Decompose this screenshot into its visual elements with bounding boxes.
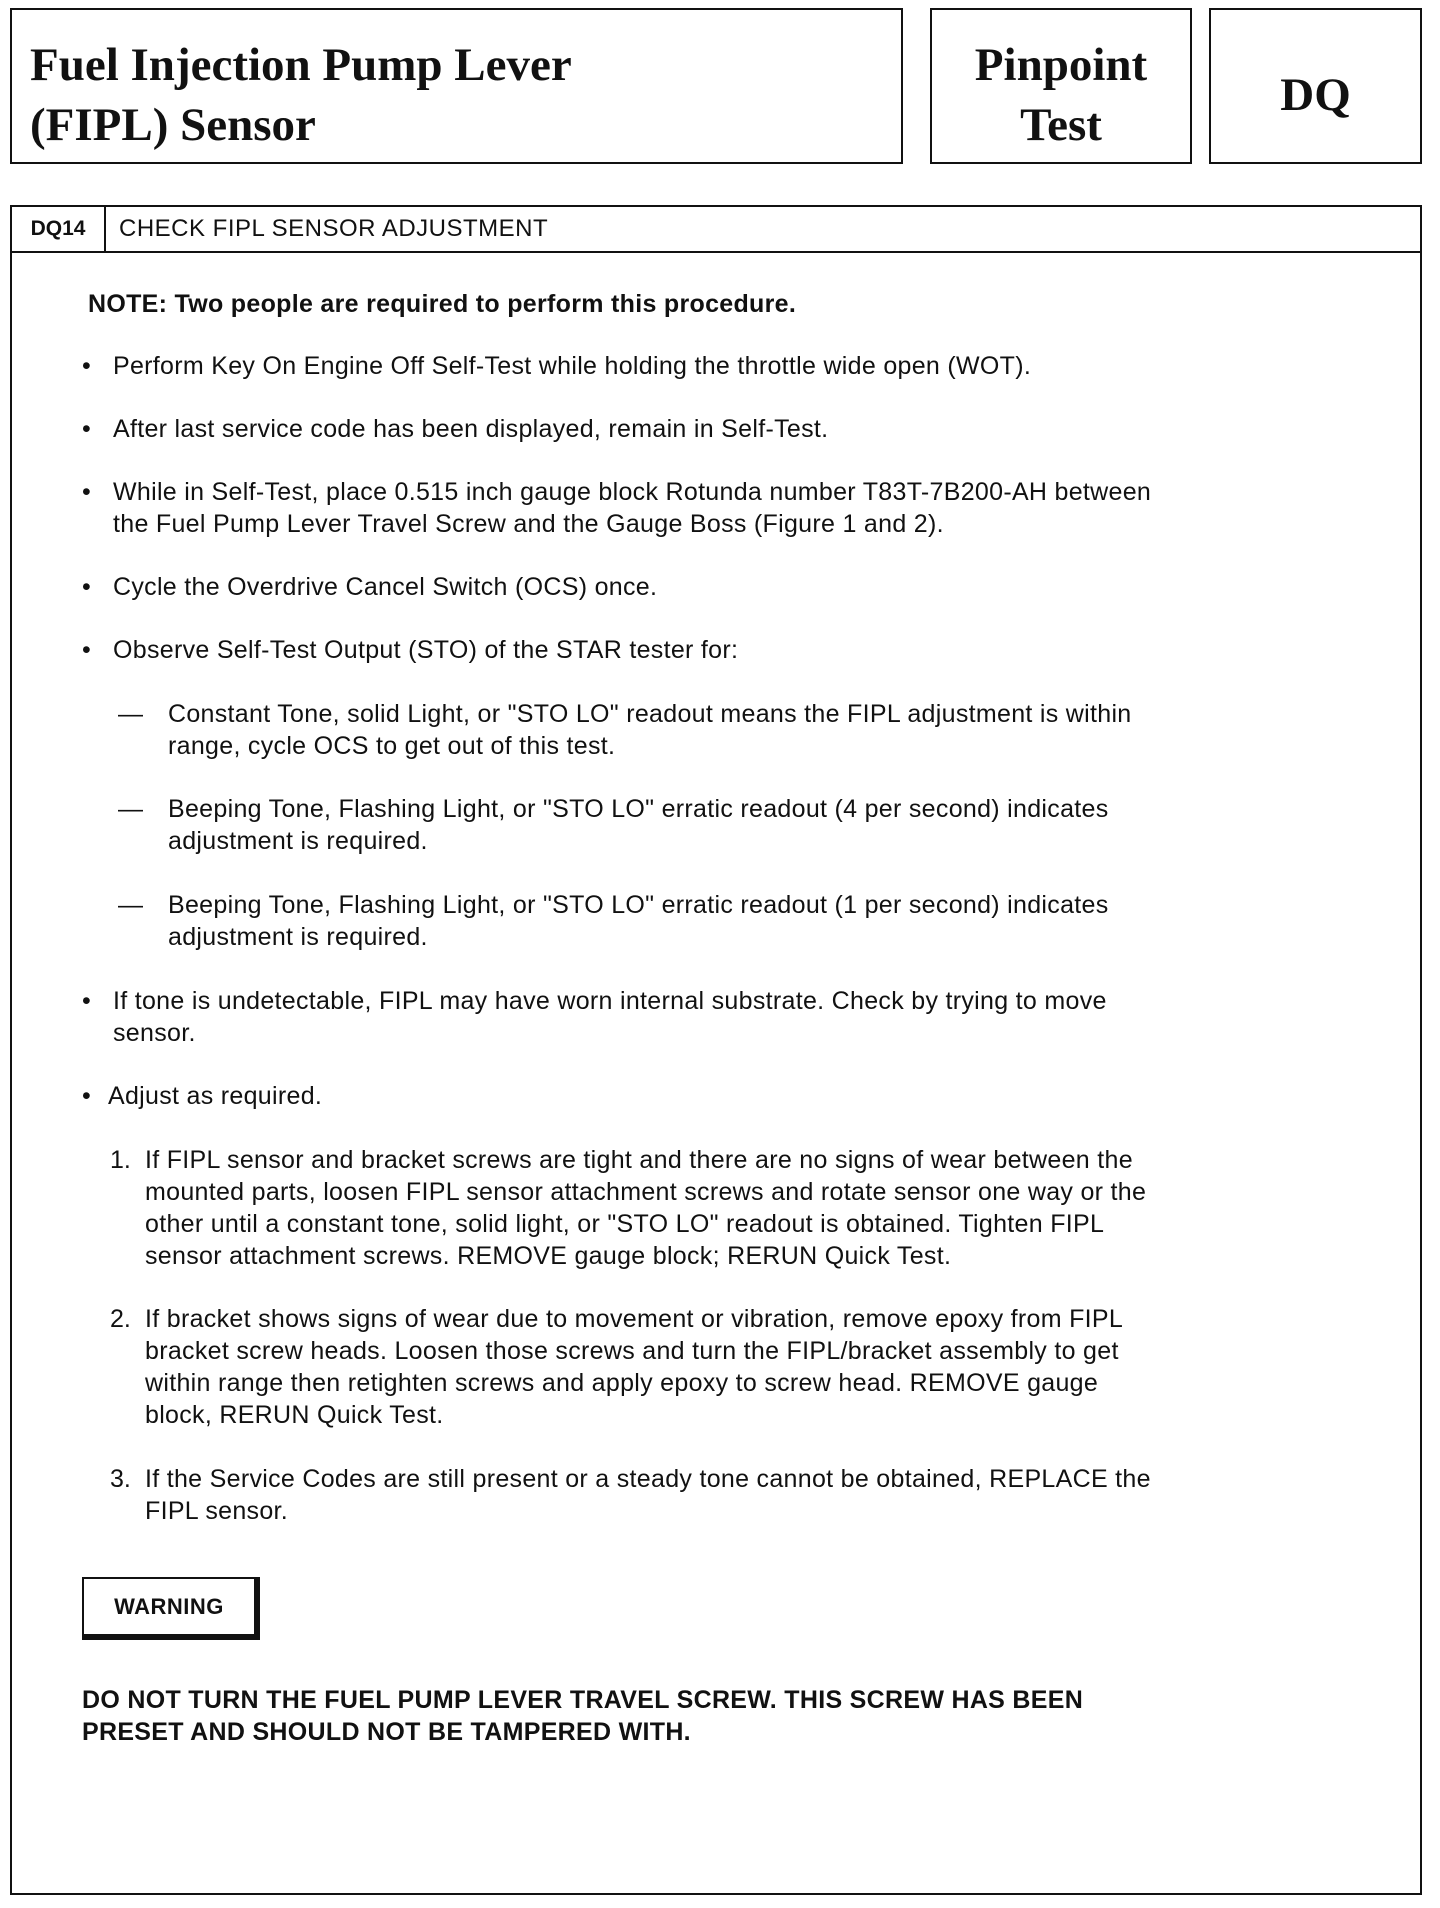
test-code: DQ xyxy=(1280,69,1351,121)
bullet-5-line-1: Observe Self-Test Output (STO) of the STAR tester for: xyxy=(113,636,739,664)
step-1-line-1: If FIPL sensor and bracket screws are tight and there are no signs of wear between the xyxy=(145,1146,1133,1174)
step-2-line-1: If bracket shows signs of wear due to movement or vibration, remove epoxy from FIPL xyxy=(145,1305,1124,1333)
bullet-marker: • xyxy=(82,1082,91,1110)
title-box xyxy=(10,8,903,164)
test-type-label xyxy=(932,35,1190,155)
step-title: CHECK FIPL SENSOR ADJUSTMENT xyxy=(119,215,549,242)
bullet-marker: • xyxy=(82,478,91,506)
step-1-line-3: other until a constant tone, solid light, or "STO LO" readout is obtained. Tighten FIPL xyxy=(145,1210,1105,1238)
step-3-line-2: FIPL sensor. xyxy=(145,1497,289,1525)
warning-label: WARNING xyxy=(82,1577,260,1640)
bullet-marker: • xyxy=(82,636,91,664)
bullet-6-line-1: If tone is undetectable, FIPL may have worn internal substrate. Check by trying to move xyxy=(113,987,1107,1015)
step-number: 2. xyxy=(110,1305,131,1333)
warning-line-1: DO NOT TURN THE FUEL PUMP LEVER TRAVEL SCREW. THIS SCREW HAS BEEN xyxy=(82,1686,1084,1714)
step-number: 3. xyxy=(110,1465,131,1493)
bullet-3-line-2: the Fuel Pump Lever Travel Screw and the Gauge Boss (Figure 1 and 2). xyxy=(113,510,944,538)
step-2-line-4: block, RERUN Quick Test. xyxy=(145,1401,444,1429)
note-text: NOTE: Two people are required to perform this procedure. xyxy=(88,290,797,318)
dash-marker: — xyxy=(118,891,143,919)
warning-line-2: PRESET AND SHOULD NOT BE TAMPERED WITH. xyxy=(82,1718,691,1746)
procedure-box xyxy=(10,205,1422,1895)
bullet-marker: • xyxy=(82,352,91,380)
bullet-marker: • xyxy=(82,987,91,1015)
bullet-6-line-2: sensor. xyxy=(113,1019,196,1047)
sto-result-3-line-2: adjustment is required. xyxy=(168,923,428,951)
bullet-3-line-1: While in Self-Test, place 0.515 inch gauge block Rotunda number T83T-7B200-AH between xyxy=(113,478,1152,506)
title-line-2: (FIPL) Sensor xyxy=(30,99,316,151)
bullet-2-line-1: After last service code has been displayed, remain in Self-Test. xyxy=(113,415,829,443)
bullet-1-line-1: Perform Key On Engine Off Self-Test while holding the throttle wide open (WOT). xyxy=(113,352,1032,380)
step-1-line-4: sensor attachment screws. REMOVE gauge block; RERUN Quick Test. xyxy=(145,1242,952,1270)
sto-result-2-line-1: Beeping Tone, Flashing Light, or "STO LO" erratic readout (4 per second) indicates xyxy=(168,795,1109,823)
sto-result-1-line-1: Constant Tone, solid Light, or "STO LO" readout means the FIPL adjustment is within xyxy=(168,700,1132,728)
bullet-7-line-1: Adjust as required. xyxy=(108,1082,323,1110)
title-line-1: Fuel Injection Pump Lever xyxy=(30,39,572,91)
step-2-line-3: within range then retighten screws and apply epoxy to screw head. REMOVE gauge xyxy=(145,1369,1099,1397)
test-code-box xyxy=(1209,8,1422,164)
test-type-box xyxy=(930,8,1192,164)
step-1-line-2: mounted parts, loosen FIPL sensor attachment screws and rotate sensor one way or the xyxy=(145,1178,1147,1206)
bullet-4-line-1: Cycle the Overdrive Cancel Switch (OCS) once. xyxy=(113,573,658,601)
dash-marker: — xyxy=(118,795,143,823)
test-type-line-2: Test xyxy=(1020,99,1102,151)
sto-result-3-line-1: Beeping Tone, Flashing Light, or "STO LO" erratic readout (1 per second) indicates xyxy=(168,891,1109,919)
step-header xyxy=(12,207,1420,253)
sto-result-1-line-2: range, cycle OCS to get out of this test. xyxy=(168,732,616,760)
bullet-marker: • xyxy=(82,573,91,601)
sto-result-2-line-2: adjustment is required. xyxy=(168,827,428,855)
bullet-marker: • xyxy=(82,415,91,443)
dash-marker: — xyxy=(118,700,143,728)
step-id: DQ14 xyxy=(12,207,106,251)
step-2-line-2: bracket screw heads. Loosen those screws and turn the FIPL/bracket assembly to get xyxy=(145,1337,1119,1365)
page-title xyxy=(30,35,572,155)
test-type-line-1: Pinpoint xyxy=(974,39,1148,91)
step-number: 1. xyxy=(110,1146,131,1174)
step-3-line-1: If the Service Codes are still present or a steady tone cannot be obtained, REPLACE the xyxy=(145,1465,1151,1493)
